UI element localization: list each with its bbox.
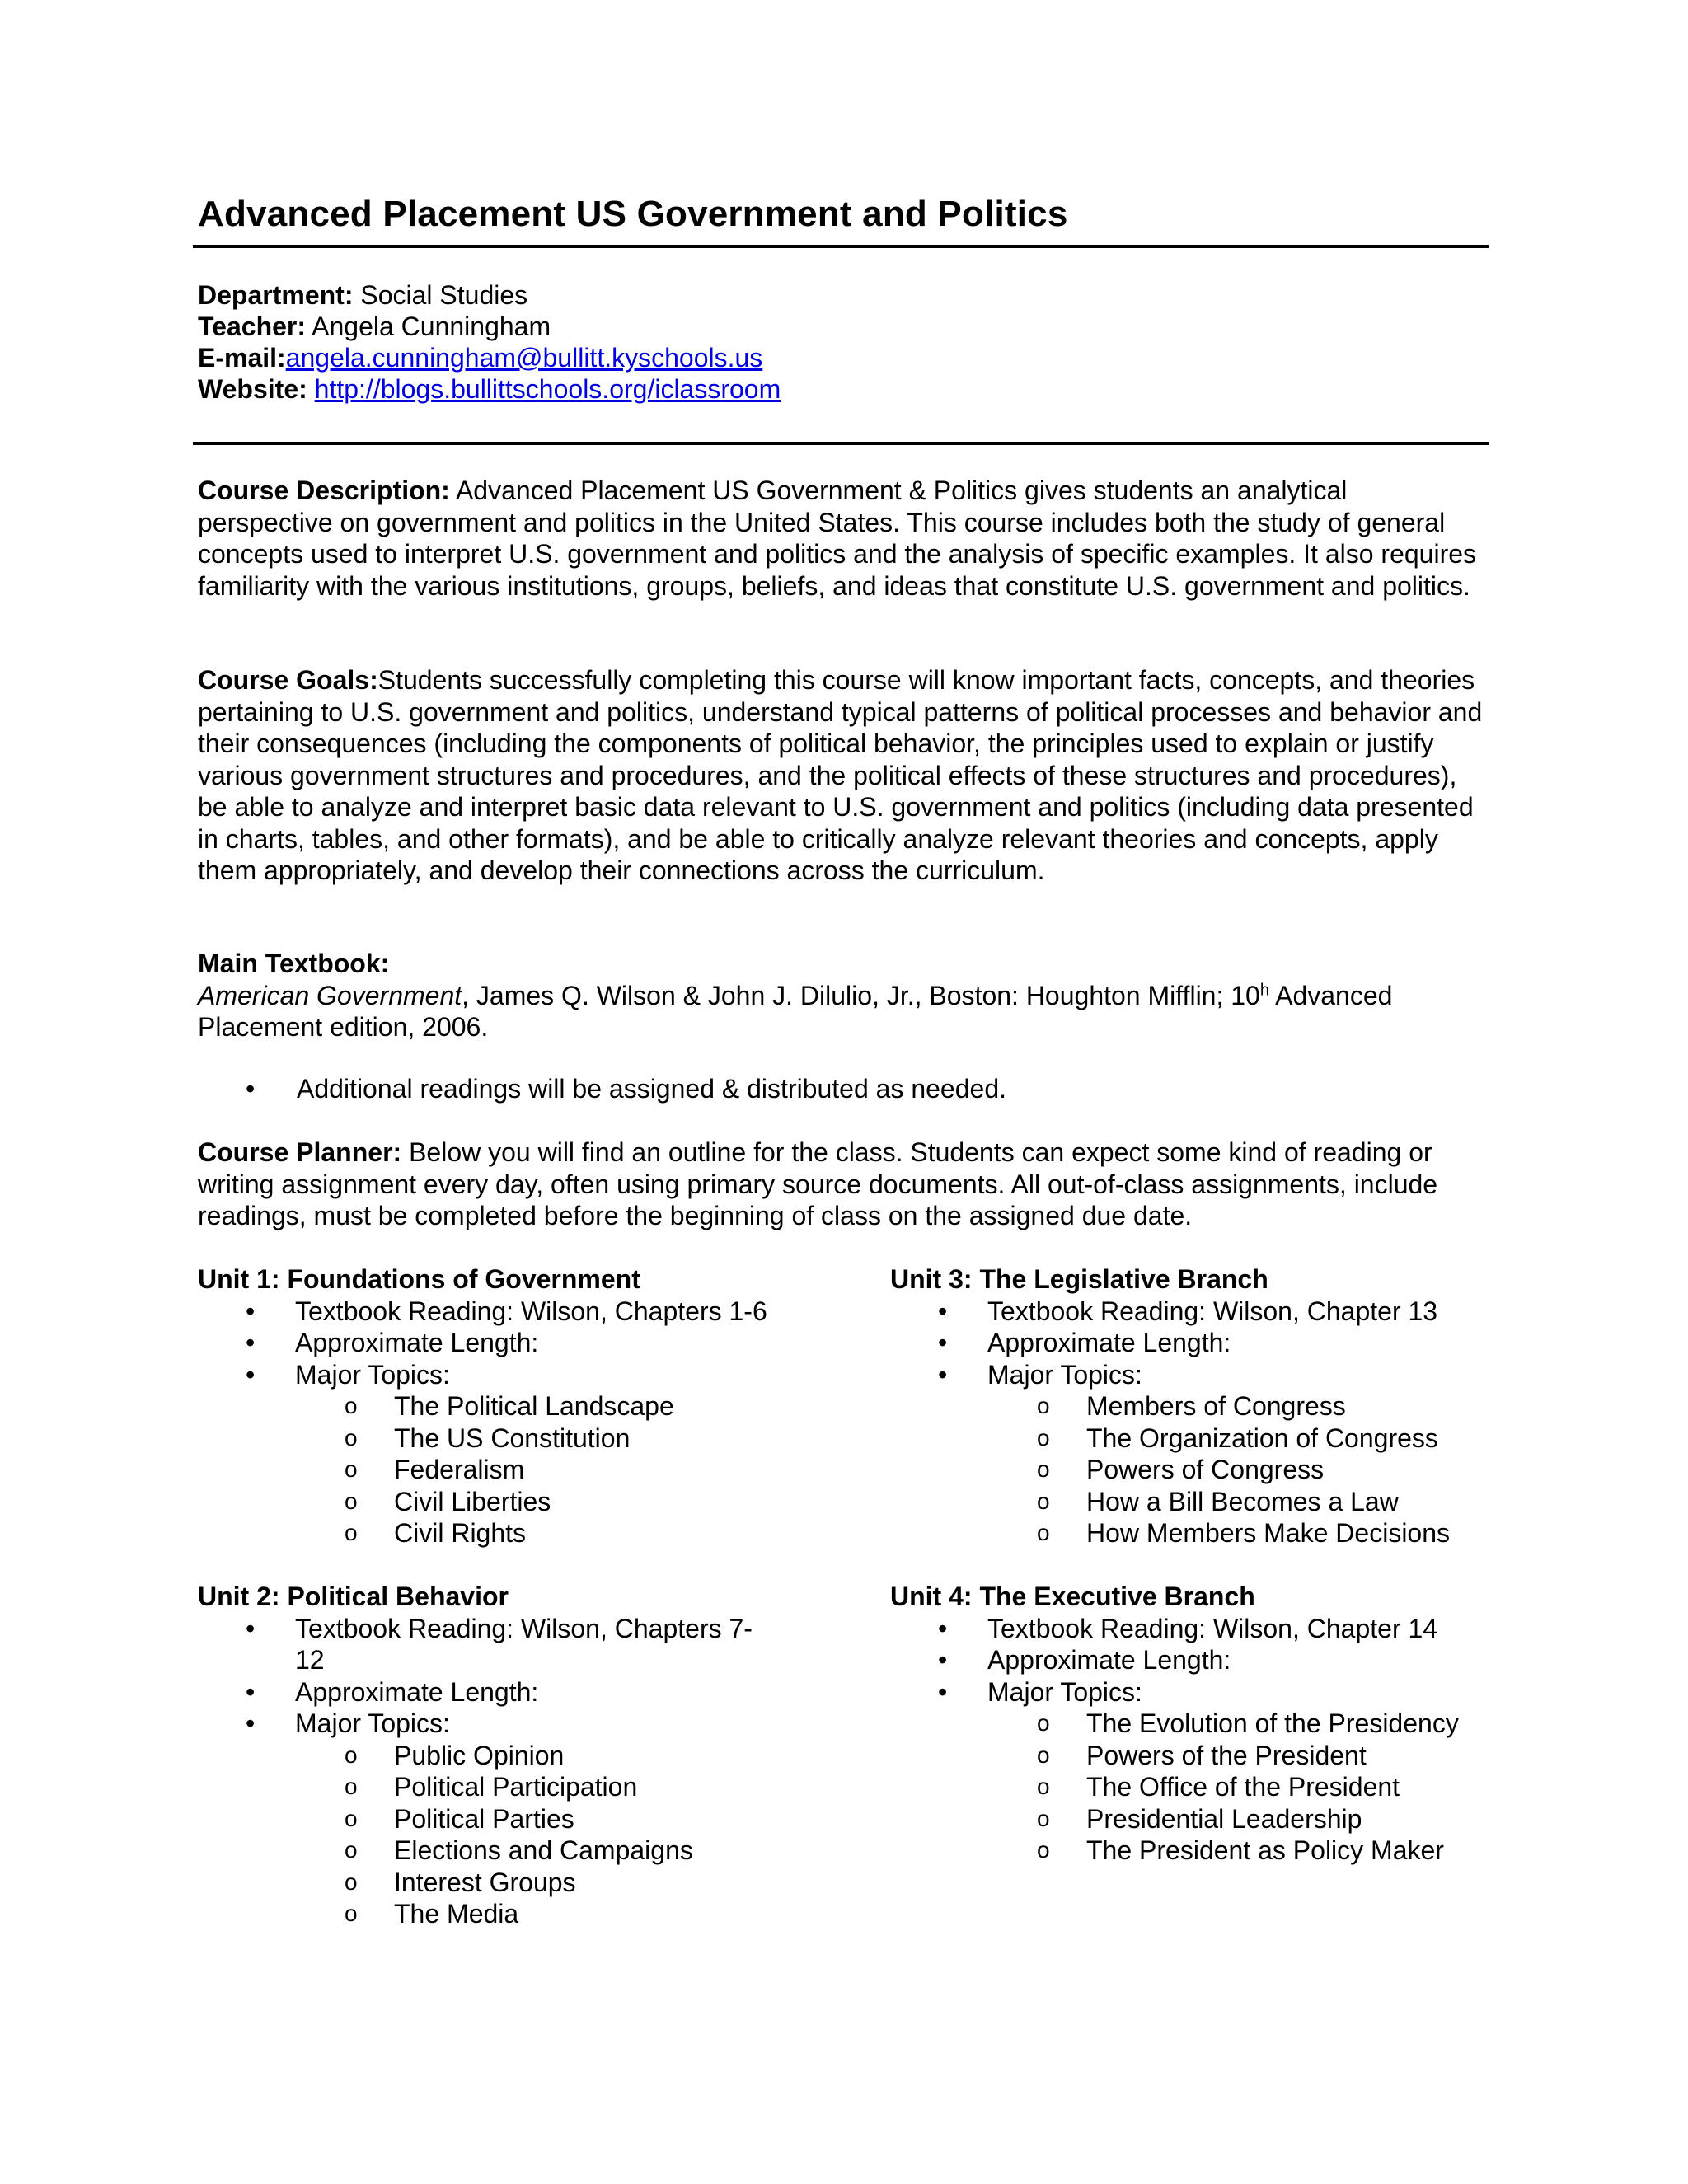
topic-item: o The Media: [345, 1899, 519, 1929]
topic-item: o How a Bill Becomes a Law: [1037, 1486, 1399, 1516]
additional-readings: [198, 1073, 1352, 1105]
website-link[interactable]: http://blogs.bullittschools.org/iclassroom: [314, 374, 781, 404]
additional-readings-text: Additional readings will be assigned & distributed as needed.: [297, 1074, 1006, 1104]
circle-bullet-icon: o: [345, 1805, 358, 1831]
department-value: Social Studies: [360, 280, 528, 310]
unit-reading: • Textbook Reading: Wilson, Chapter 14: [938, 1613, 1438, 1643]
course-description-label: Course Description:: [198, 476, 450, 505]
circle-bullet-icon: o: [1037, 1710, 1050, 1736]
topic-item: o The Evolution of the Presidency: [1037, 1708, 1459, 1738]
bullet-icon: •: [938, 1645, 948, 1675]
circle-bullet-icon: o: [345, 1837, 358, 1863]
unit-2: [198, 1581, 824, 1930]
circle-bullet-icon: o: [345, 1424, 358, 1451]
topic-item: o Presidential Leadership: [1037, 1803, 1362, 1834]
unit-topics: • Major Topics: o The Political Landscape o The US Constitution o Federalism o Civil Liberties o Civil Rights: [198, 1359, 824, 1549]
topic-item: o The Office of the President: [1037, 1772, 1400, 1802]
course-goals-text: Students successfully completing this course will know important facts, concepts, and theories pertaining to U.S. government and politics, understand typical patterns of political processes and behavior and their consequences (including the components of political behavior, the principles used to explain or justify various government structures and procedures, and the political effects of these structures and procedures), be able to analyze and interpret basic data relevant to U.S. government and politics (including data presented in charts, tables, and other formats), and be able to critically analyze relevant theories and concepts, apply them appropriately, and develop their connections across the curriculum.: [198, 665, 1483, 885]
course-planner-label: Course Planner:: [198, 1137, 402, 1167]
topic-item: o How Members Make Decisions: [1037, 1518, 1451, 1548]
unit-length: • Approximate Length:: [246, 1676, 539, 1707]
bullet-icon: •: [246, 1296, 256, 1326]
topic-item: o Political Participation: [345, 1772, 638, 1802]
topic-item: o Civil Rights: [345, 1518, 527, 1548]
unit-reading: • Textbook Reading: Wilson, Chapters 1-6: [246, 1296, 767, 1326]
title-divider: [193, 245, 1489, 248]
circle-bullet-icon: o: [1037, 1741, 1050, 1768]
course-planner-text: Below you will find an outline for the class. Students can expect some kind of reading or writing assignment every day, often using primary source documents. All out-of-class assignments, include readings, must be completed before the beginning of class on the assigned due date.: [198, 1137, 1438, 1230]
circle-bullet-icon: o: [1037, 1837, 1050, 1863]
topic-item: o Civil Liberties: [345, 1486, 551, 1516]
email-label: E-mail:: [198, 343, 286, 373]
circle-bullet-icon: o: [345, 1774, 358, 1799]
topic-item: o Political Parties: [345, 1803, 574, 1834]
bullet-icon: •: [246, 1359, 256, 1390]
units-left-column: [198, 1263, 824, 1930]
topic-item: o Federalism: [345, 1455, 525, 1484]
department-label: Department:: [198, 280, 354, 310]
page-title: Advanced Placement US Government and Politics: [198, 194, 1068, 234]
info-divider: [193, 442, 1489, 445]
bullet-icon: •: [938, 1328, 948, 1357]
units-right-column: [890, 1263, 1517, 1867]
course-goals-label: Course Goals:: [198, 665, 378, 695]
circle-bullet-icon: o: [1037, 1393, 1050, 1418]
email-line: [198, 342, 781, 373]
circle-bullet-icon: o: [345, 1741, 358, 1768]
website-label: Website:: [198, 374, 307, 404]
circle-bullet-icon: o: [345, 1520, 358, 1545]
unit-reading: • Textbook Reading: Wilson, Chapter 13: [938, 1296, 1438, 1326]
course-planner: [198, 1137, 1484, 1232]
bullet-icon: •: [246, 1708, 256, 1738]
bullet-icon: •: [246, 1676, 256, 1707]
teacher-label: Teacher:: [198, 312, 307, 341]
topic-item: o The Organization of Congress: [1037, 1422, 1438, 1453]
unit-3: [890, 1263, 1517, 1549]
bullet-icon: •: [938, 1676, 948, 1707]
unit-heading: Unit 2: Political Behavior: [198, 1582, 509, 1611]
topic-item: o Powers of the President: [1037, 1740, 1367, 1770]
unit-length: • Approximate Length:: [938, 1328, 1231, 1357]
main-textbook-label: Main Textbook:: [198, 949, 390, 978]
bullet-icon: •: [246, 1613, 256, 1643]
topic-item: o Members of Congress: [1037, 1391, 1346, 1421]
topic-item: o Powers of Congress: [1037, 1455, 1325, 1484]
circle-bullet-icon: o: [345, 1393, 358, 1418]
unit-heading: Unit 3: The Legislative Branch: [890, 1264, 1268, 1294]
unit-heading: Unit 1: Foundations of Government: [198, 1264, 640, 1294]
unit-heading: Unit 4: The Executive Branch: [890, 1582, 1255, 1611]
unit-length: • Approximate Length:: [938, 1645, 1231, 1675]
topic-item: o The Political Landscape: [345, 1391, 674, 1421]
textbook-edition-sup: h: [1259, 980, 1269, 999]
circle-bullet-icon: o: [1037, 1456, 1050, 1482]
email-link[interactable]: angela.cunningham@bullitt.kyschools.us: [285, 343, 763, 373]
circle-bullet-icon: o: [1037, 1488, 1050, 1514]
topic-item: o The US Constitution: [345, 1422, 631, 1453]
circle-bullet-icon: o: [345, 1456, 358, 1482]
website-line: [198, 373, 781, 405]
unit-topics: • Major Topics: o Members of Congress o The Organization of Congress o Powers of Congress o How a Bill Becomes a Law o How Members Make Decisions: [890, 1359, 1517, 1549]
circle-bullet-icon: o: [345, 1868, 358, 1895]
bullet-icon: •: [938, 1613, 948, 1643]
bullet-icon: •: [938, 1359, 948, 1390]
circle-bullet-icon: o: [1037, 1774, 1050, 1799]
topic-item: o Elections and Campaigns: [345, 1835, 693, 1865]
topic-item: o Public Opinion: [345, 1740, 565, 1770]
textbook-citation: [198, 980, 1484, 1043]
course-description-text: Advanced Placement US Government & Politics gives students an analytical perspective on government and politics in the United States. This course includes both the study of general concepts used to interpret U.S. government and politics and the analysis of specific examples. It also requires familiarity with the various institutions, groups, beliefs, and ideas that constitute U.S. government and politics.: [198, 476, 1477, 601]
circle-bullet-icon: o: [1037, 1520, 1050, 1545]
circle-bullet-icon: o: [1037, 1424, 1050, 1451]
bullet-icon: •: [246, 1074, 256, 1104]
bullet-icon: •: [246, 1328, 256, 1357]
bullet-icon: •: [938, 1296, 948, 1326]
course-description: [198, 475, 1484, 602]
circle-bullet-icon: o: [345, 1900, 358, 1926]
topic-item: o The President as Policy Maker: [1037, 1835, 1444, 1865]
textbook-citation-text: , James Q. Wilson & John J. Dilulio, Jr., Boston: Houghton Mifflin; 10: [462, 980, 1260, 1010]
unit-reading: • Textbook Reading: Wilson, Chapters 7-12: [246, 1613, 753, 1675]
textbook-citation-end: Advanced Placement edition, 2006.: [198, 980, 1393, 1042]
department-line: [198, 279, 781, 311]
unit-topics: • Major Topics: o The Evolution of the Presidency o Powers of the President o The Office of the President o Presidential Leadership o The President as Policy Maker: [890, 1676, 1517, 1867]
unit-topics: • Major Topics: o Public Opinion o Political Participation o Political Parties o Elections and Campaigns o Interest Groups o The Media: [198, 1708, 824, 1930]
unit-4: [890, 1581, 1517, 1867]
course-goals: [198, 664, 1484, 887]
course-info: [198, 279, 781, 405]
circle-bullet-icon: o: [1037, 1805, 1050, 1831]
teacher-value: Angela Cunningham: [312, 312, 551, 341]
circle-bullet-icon: o: [345, 1488, 358, 1514]
unit-1: [198, 1263, 824, 1549]
unit-length: • Approximate Length:: [246, 1328, 539, 1357]
teacher-line: [198, 311, 781, 342]
main-textbook: [198, 948, 1484, 1043]
topic-item: o Interest Groups: [345, 1867, 576, 1897]
textbook-title: American Government: [198, 980, 462, 1010]
